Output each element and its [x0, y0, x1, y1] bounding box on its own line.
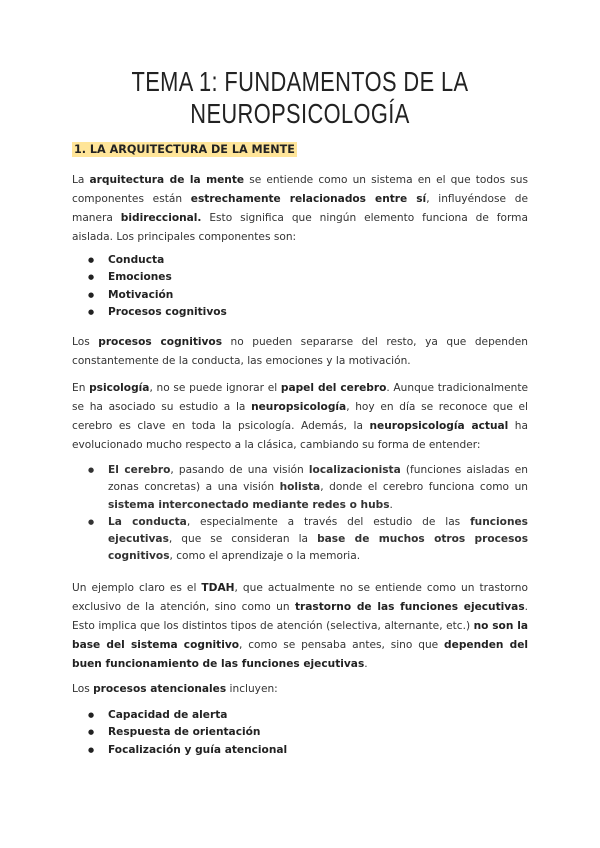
- bold-text: holista: [279, 481, 321, 494]
- bold-text: bidireccional.: [120, 212, 202, 224]
- text: La: [72, 174, 90, 186]
- list-item: ● Conducta: [88, 252, 528, 269]
- list-item: ● Capacidad de alerta: [88, 707, 528, 724]
- text: , especialmente a través del estudio de las: [186, 515, 471, 528]
- attention-list: [88, 707, 528, 759]
- bold-text: trastorno de las funciones ejecutivas: [294, 601, 525, 613]
- section-heading: 1. LA ARQUITECTURA DE LA MENTE: [74, 143, 295, 156]
- list-item: [88, 462, 528, 514]
- bold-text: estrechamente relacionados entre sí: [190, 193, 427, 205]
- bold-text: psicología: [89, 382, 150, 394]
- paragraph-2: [72, 333, 528, 371]
- paragraph-4: [72, 579, 528, 674]
- list-item: [88, 514, 528, 566]
- text: En: [72, 382, 90, 394]
- text: ha evolucionado mucho respecto a la clásica, cambiando su forma de entender:: [72, 420, 528, 451]
- bold-text: papel del cerebro: [280, 382, 387, 394]
- text: . Esto implica que los distintos tipos de atención (selectiva, alternante, etc.): [72, 601, 529, 632]
- paragraph-1: [72, 171, 528, 247]
- page-title: TEMA 1: FUNDAMENTOS DE LA NEUROPSICOLOGÍA: [131, 66, 469, 129]
- text: , como se pensaba antes, sino que: [239, 639, 445, 651]
- text: , influyéndose de manera: [72, 193, 528, 224]
- text: . Aunque tradicionalmente se ha asociado su estudio a la: [72, 382, 529, 413]
- text: , como el aprendizaje o la memoria.: [169, 550, 361, 563]
- text: , pasando de una visión: [170, 464, 309, 476]
- text: (funciones aisladas en zonas concretas) a una visión: [108, 464, 528, 494]
- text: .: [364, 658, 368, 670]
- bold-text: sistema interconectado mediante redes o hubs: [108, 498, 390, 511]
- components-list: [88, 252, 528, 321]
- text: , que actualmente no se entiende como un trastorno exclusivo de la atención, sino como un: [72, 582, 528, 613]
- text: Esto significa que ningún elemento funciona de forma aislada. Los principales componentes son:: [72, 212, 528, 243]
- bold-text: TDAH: [201, 582, 235, 594]
- bold-text: La conducta: [108, 515, 187, 528]
- bold-text: El cerebro: [108, 464, 171, 476]
- text: , donde el cerebro funciona como un: [320, 481, 528, 494]
- list-item: ● Respuesta de orientación: [88, 724, 528, 741]
- list-item: ● Emociones: [88, 269, 528, 286]
- bold-text: funciones ejecutivas: [108, 515, 528, 546]
- paragraph-3: [72, 379, 528, 455]
- bold-text: dependen del buen funcionamiento de las funciones ejecutivas: [72, 639, 529, 670]
- text: , no se puede ignorar el: [149, 382, 281, 394]
- bold-text: procesos cognitivos: [98, 336, 223, 348]
- text: incluyen:: [226, 683, 278, 695]
- bold-text: procesos atencionales: [93, 683, 227, 695]
- text: Los: [72, 683, 94, 695]
- bold-text: localizacionista: [308, 464, 401, 476]
- list-item: ● Focalización y guía atencional: [88, 742, 528, 759]
- bold-text: neuropsicología actual: [369, 420, 509, 432]
- bold-text: base de muchos otros procesos cognitivos: [108, 533, 529, 563]
- list-item: ● Procesos cognitivos: [88, 304, 528, 321]
- neuropsychology-list: [88, 462, 528, 566]
- bold-text: neuropsicología: [251, 401, 347, 413]
- text: .: [389, 498, 393, 511]
- text: , que se consideran la: [168, 533, 318, 546]
- bold-text: arquitectura de la mente: [89, 174, 245, 186]
- text: no pueden separarse del resto, ya que dependen constantemente de la conducta, las emociones y la motivación.: [72, 336, 528, 367]
- bold-text: no son la base del sistema cognitivo: [72, 620, 528, 651]
- text: , hoy en día se reconoce que el cerebro es clave en toda la psicología. Además, la: [72, 401, 528, 432]
- text: se entiende como un sistema en el que todos sus componentes están: [72, 174, 529, 205]
- paragraph-5: [72, 680, 528, 699]
- text: Los: [72, 336, 99, 348]
- list-item: ● Motivación: [88, 287, 528, 304]
- text: Un ejemplo claro es el: [72, 582, 202, 594]
